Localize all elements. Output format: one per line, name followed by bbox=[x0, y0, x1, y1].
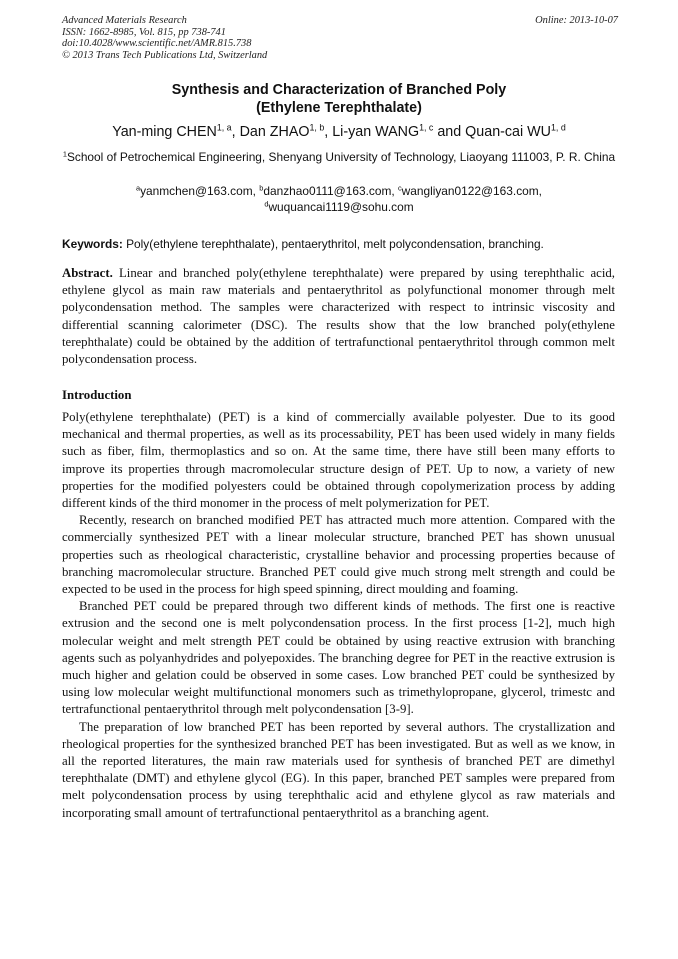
author-name: Yan-ming CHEN bbox=[112, 124, 217, 140]
title-line-1: Synthesis and Characterization of Branched Poly bbox=[171, 82, 507, 98]
author-affiliation-mark: 1, b bbox=[309, 122, 325, 133]
author-name: Dan ZHAO bbox=[239, 124, 310, 140]
email-address[interactable]: wangliyan0122@163.com bbox=[401, 184, 539, 198]
affiliation-mark: 1 bbox=[62, 149, 67, 159]
section-heading-introduction: Introduction bbox=[62, 388, 132, 402]
doi-line: doi:10.4028/www.scientific.net/AMR.815.738 bbox=[62, 38, 252, 50]
keywords bbox=[62, 237, 618, 252]
online-date: Online: 2013-10-07 bbox=[535, 15, 618, 26]
paragraph: Recently, research on branched modified PET has attracted much more attention. Compared with the commercially synthesized PET with a linear molecular structure, branched PET has shown unusual properties such as rheological characteristic, crystalline behavior and processing properties because of branching macromolecular structure. Branched PET could give much strong melt strength and could be expected to be used in the process for high speed spinning, direct moulding and foaming. bbox=[62, 513, 615, 597]
email-mark: a bbox=[136, 183, 141, 193]
paragraph: The preparation of low branched PET has been reported by several authors. The crystallization and rheological properties for the synthesized branched PET has been investigated. But as well as we know, in all the reported literatures, the main raw materials used for synthesis of branched PET are dimethyl terephthalate (DMT) and ethylene glycol (EG). In this paper, branched PET samples were prepared from melt polycondensation process by using terephthalic acid and ethylene glycol as raw materials and incorporating small amount of tertrafunctional pentaerythritol as a branching agent. bbox=[62, 719, 615, 820]
author-affiliation-mark: 1, c bbox=[419, 122, 434, 133]
copyright-line: © 2013 Trans Tech Publications Ltd, Switzerland bbox=[62, 49, 268, 61]
abstract bbox=[62, 265, 615, 368]
email-mark: c bbox=[397, 183, 402, 193]
paragraph: Branched PET could be prepared through two different kinds of methods. The first one is reactive extrusion and the second one is melt polycondensation process. In the first process [1-2], much high molecular weight and melt strength PET could be obtained by using reactive extrusion with branching agents such as polyanhydrides and polyepoxides. The branching degree for PET in the reactive extrusion is much higher and gelation could be observed in some cases. Low branched PET could be synthesized by using low molecular weight multifunctional monomers such as trimethylopropane, glycerol, trimestc and tertrafunctional pentaerythritol through melt polycondensation [3-9]. bbox=[62, 599, 615, 717]
affiliation-text: School of Petrochemical Engineering, Shenyang University of Technology, Liaoyang 111003, P. R. China bbox=[66, 150, 616, 164]
abstract-label: Abstract. bbox=[62, 266, 113, 280]
email-address[interactable]: wuquancai1119@sohu.com bbox=[268, 200, 414, 214]
author-affiliation-mark: 1, d bbox=[550, 122, 566, 133]
title-line-2: (Ethylene Terephthalate) bbox=[256, 99, 422, 116]
author-name: Quan-cai WU bbox=[465, 124, 551, 140]
email-address[interactable]: yanmchen@163.com bbox=[140, 184, 253, 198]
author-separator: and bbox=[433, 124, 466, 140]
email-mark: d bbox=[264, 199, 269, 209]
email-address[interactable]: danzhao0111@163.com bbox=[263, 184, 392, 198]
author-separator: , bbox=[231, 124, 240, 140]
introduction-body bbox=[62, 409, 615, 822]
email-mark: b bbox=[259, 183, 264, 193]
journal-name: Advanced Materials Research bbox=[62, 15, 187, 26]
keywords-text: Poly(ethylene terephthalate), pentaerythritol, melt polycondensation, branching. bbox=[126, 237, 544, 251]
keywords-label: Keywords: bbox=[62, 237, 123, 251]
author-separator: , bbox=[324, 124, 333, 140]
journal-header bbox=[62, 15, 618, 61]
affiliation bbox=[62, 149, 616, 166]
author-list bbox=[40, 123, 638, 141]
abstract-text: Linear and branched poly(ethylene terephthalate) were prepared by using terephthalic acid, ethylene glycol as main raw materials and pentaerythritol as polyfunctional monomer through melt polycondensation method. The samples were characterized with respect to intrinsic viscosity and differential scanning calorimeter (DSC). The results show that the low branched poly(ethylene terephthalate) could be obtained by the addition of tertrafunctional pentaerythritol through common melt polycondensation process. bbox=[62, 266, 615, 367]
author-name: Li-yan WANG bbox=[332, 124, 420, 140]
author-affiliation-mark: 1, a bbox=[216, 122, 232, 133]
paragraph: Poly(ethylene terephthalate) (PET) is a kind of commercially available polyester. Due to its good mechanical and thermal properties, as well as its processability, PET has been used widely in many fields such as fiber, film, thermoplastics and so on. At the same time, there have still been many efforts to improve its properties through macromolecular structure design of PET. Up to now, a variety of new properties for the modified polyesters could be obtained through copolymerization process by adding different kinds of the third monomer in the process of melt polymerization for PET. bbox=[62, 410, 615, 511]
email-list: $^a$yanmchen@163.com, $^b$danzhao0111@163.com, $^c$wangliyan0122@163.com, $^d$wuquancai1119@sohu.com bbox=[136, 183, 542, 214]
paper-title bbox=[62, 82, 616, 117]
issn-line: ISSN: 1662-8985, Vol. 815, pp 738-741 bbox=[62, 26, 226, 38]
